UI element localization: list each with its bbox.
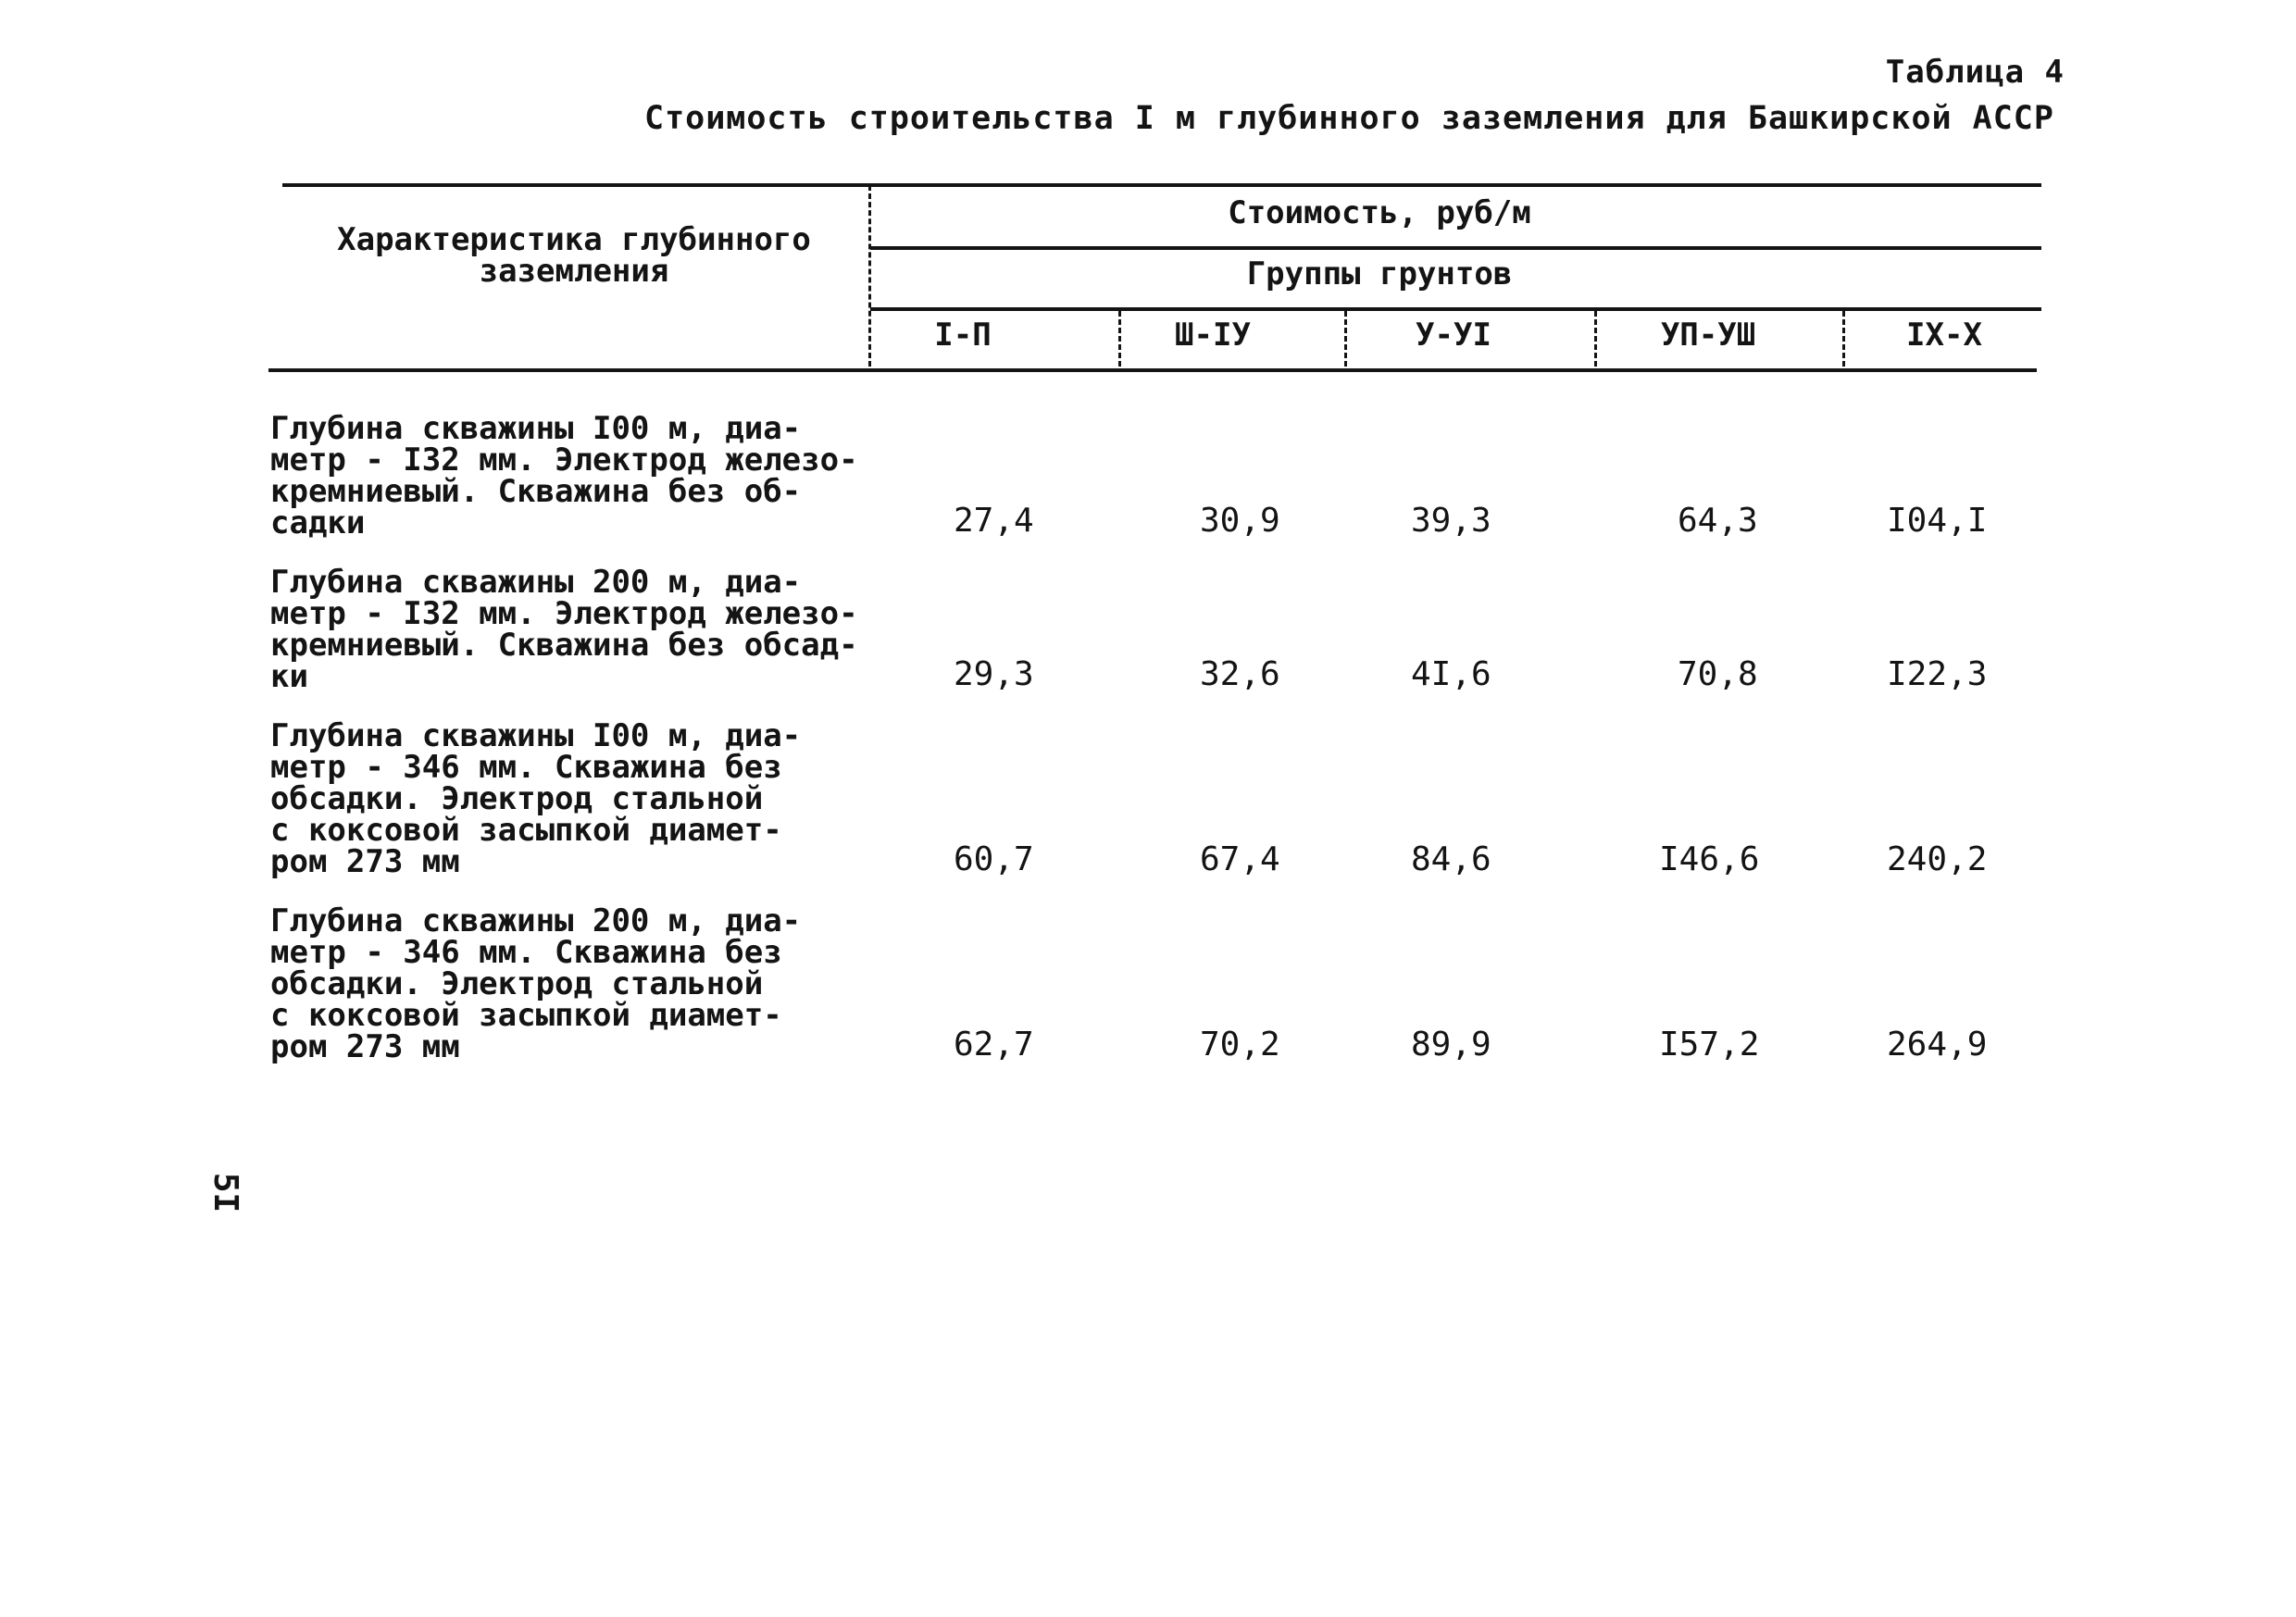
cost-cell: I04,I <box>1887 502 1988 540</box>
row-description-line: кремниевый. Скважина без обсад- <box>270 627 858 664</box>
characteristic-header-line: заземления <box>479 253 669 290</box>
row-description-line: Глубина скважины 200 м, диа- <box>270 902 802 939</box>
column-header-5: IX-X <box>1906 317 1982 354</box>
table-title: Стоимость строительства I м глубинного заземления для Башкирской АССР <box>644 100 2054 137</box>
row-description-line: метр - I32 мм. Электрод железо- <box>270 442 858 479</box>
row-description-line: кремниевый. Скважина без об- <box>270 473 802 510</box>
row-description-line: ром 273 мм <box>270 843 460 880</box>
cost-cell: I22,3 <box>1887 655 1988 693</box>
soil-groups-header: Группы грунтов <box>1246 255 1513 292</box>
cost-cell: 29,3 <box>954 655 1034 693</box>
row-description-line: обсадки. Электрод стальной <box>270 965 764 1002</box>
characteristic-header-line: Характеристика глубинного <box>337 221 811 258</box>
cost-cell: 64,3 <box>1678 502 1758 540</box>
row-description-line: метр - 346 мм. Скважина без <box>270 934 782 971</box>
header-rule-groups <box>870 307 2041 311</box>
row-description-line: метр - 346 мм. Скважина без <box>270 749 782 786</box>
cost-cell: 240,2 <box>1887 840 1988 878</box>
row-description-line: с коксовой засыпкой диамет- <box>270 997 782 1034</box>
row-description-line: Глубина скважины I00 м, диа- <box>270 410 802 447</box>
header-rule-cost <box>870 246 2041 250</box>
cost-header: Стоимость, руб/м <box>1228 194 1531 231</box>
cost-cell: 67,4 <box>1200 840 1280 878</box>
cost-cell: 60,7 <box>954 840 1034 878</box>
row-description <box>270 410 881 541</box>
row-description-line: с коксовой засыпкой диамет- <box>270 812 782 849</box>
column-header-1: I-П <box>934 317 992 354</box>
column-divider-2 <box>1118 311 1121 367</box>
row-description-line: ки <box>270 658 308 695</box>
cost-cell: I57,2 <box>1659 1026 1760 1063</box>
column-header-2: Ш-IУ <box>1175 317 1251 354</box>
column-header-4: УП-УШ <box>1660 317 1756 354</box>
column-divider-5 <box>1842 311 1845 367</box>
cost-cell: 30,9 <box>1200 502 1280 540</box>
cost-cell: 27,4 <box>954 502 1034 540</box>
cost-cell: 39,3 <box>1411 502 1491 540</box>
row-description <box>270 902 881 1065</box>
row-description-line: Глубина скважины I00 м, диа- <box>270 717 802 754</box>
cost-cell: 84,6 <box>1411 840 1491 878</box>
cost-cell: 89,9 <box>1411 1026 1491 1063</box>
cost-cell: 32,6 <box>1200 655 1280 693</box>
cost-cell: 264,9 <box>1887 1026 1988 1063</box>
row-description-line: Глубина скважины 200 м, диа- <box>270 564 802 601</box>
table-top-rule <box>282 183 2041 187</box>
row-description-line: обсадки. Электрод стальной <box>270 780 764 817</box>
row-description <box>270 717 881 880</box>
row-description-line: ром 273 мм <box>270 1028 460 1065</box>
cost-cell: 70,8 <box>1678 655 1758 693</box>
cost-cell: 62,7 <box>954 1026 1034 1063</box>
row-description <box>270 564 881 695</box>
cost-cell: 70,2 <box>1200 1026 1280 1063</box>
cost-cell: 4I,6 <box>1411 655 1491 693</box>
header-bottom-rule <box>268 368 2037 372</box>
row-description-line: метр - I32 мм. Электрод железо- <box>270 595 858 632</box>
page-number: 5I <box>206 1172 245 1213</box>
table-number-label: Таблица 4 <box>1885 54 2065 91</box>
characteristic-header <box>278 221 870 290</box>
column-divider-3 <box>1344 311 1347 367</box>
column-header-3: У-УI <box>1416 317 1491 354</box>
column-divider-4 <box>1594 311 1597 367</box>
cost-cell: I46,6 <box>1659 840 1760 878</box>
row-description-line: садки <box>270 504 366 541</box>
